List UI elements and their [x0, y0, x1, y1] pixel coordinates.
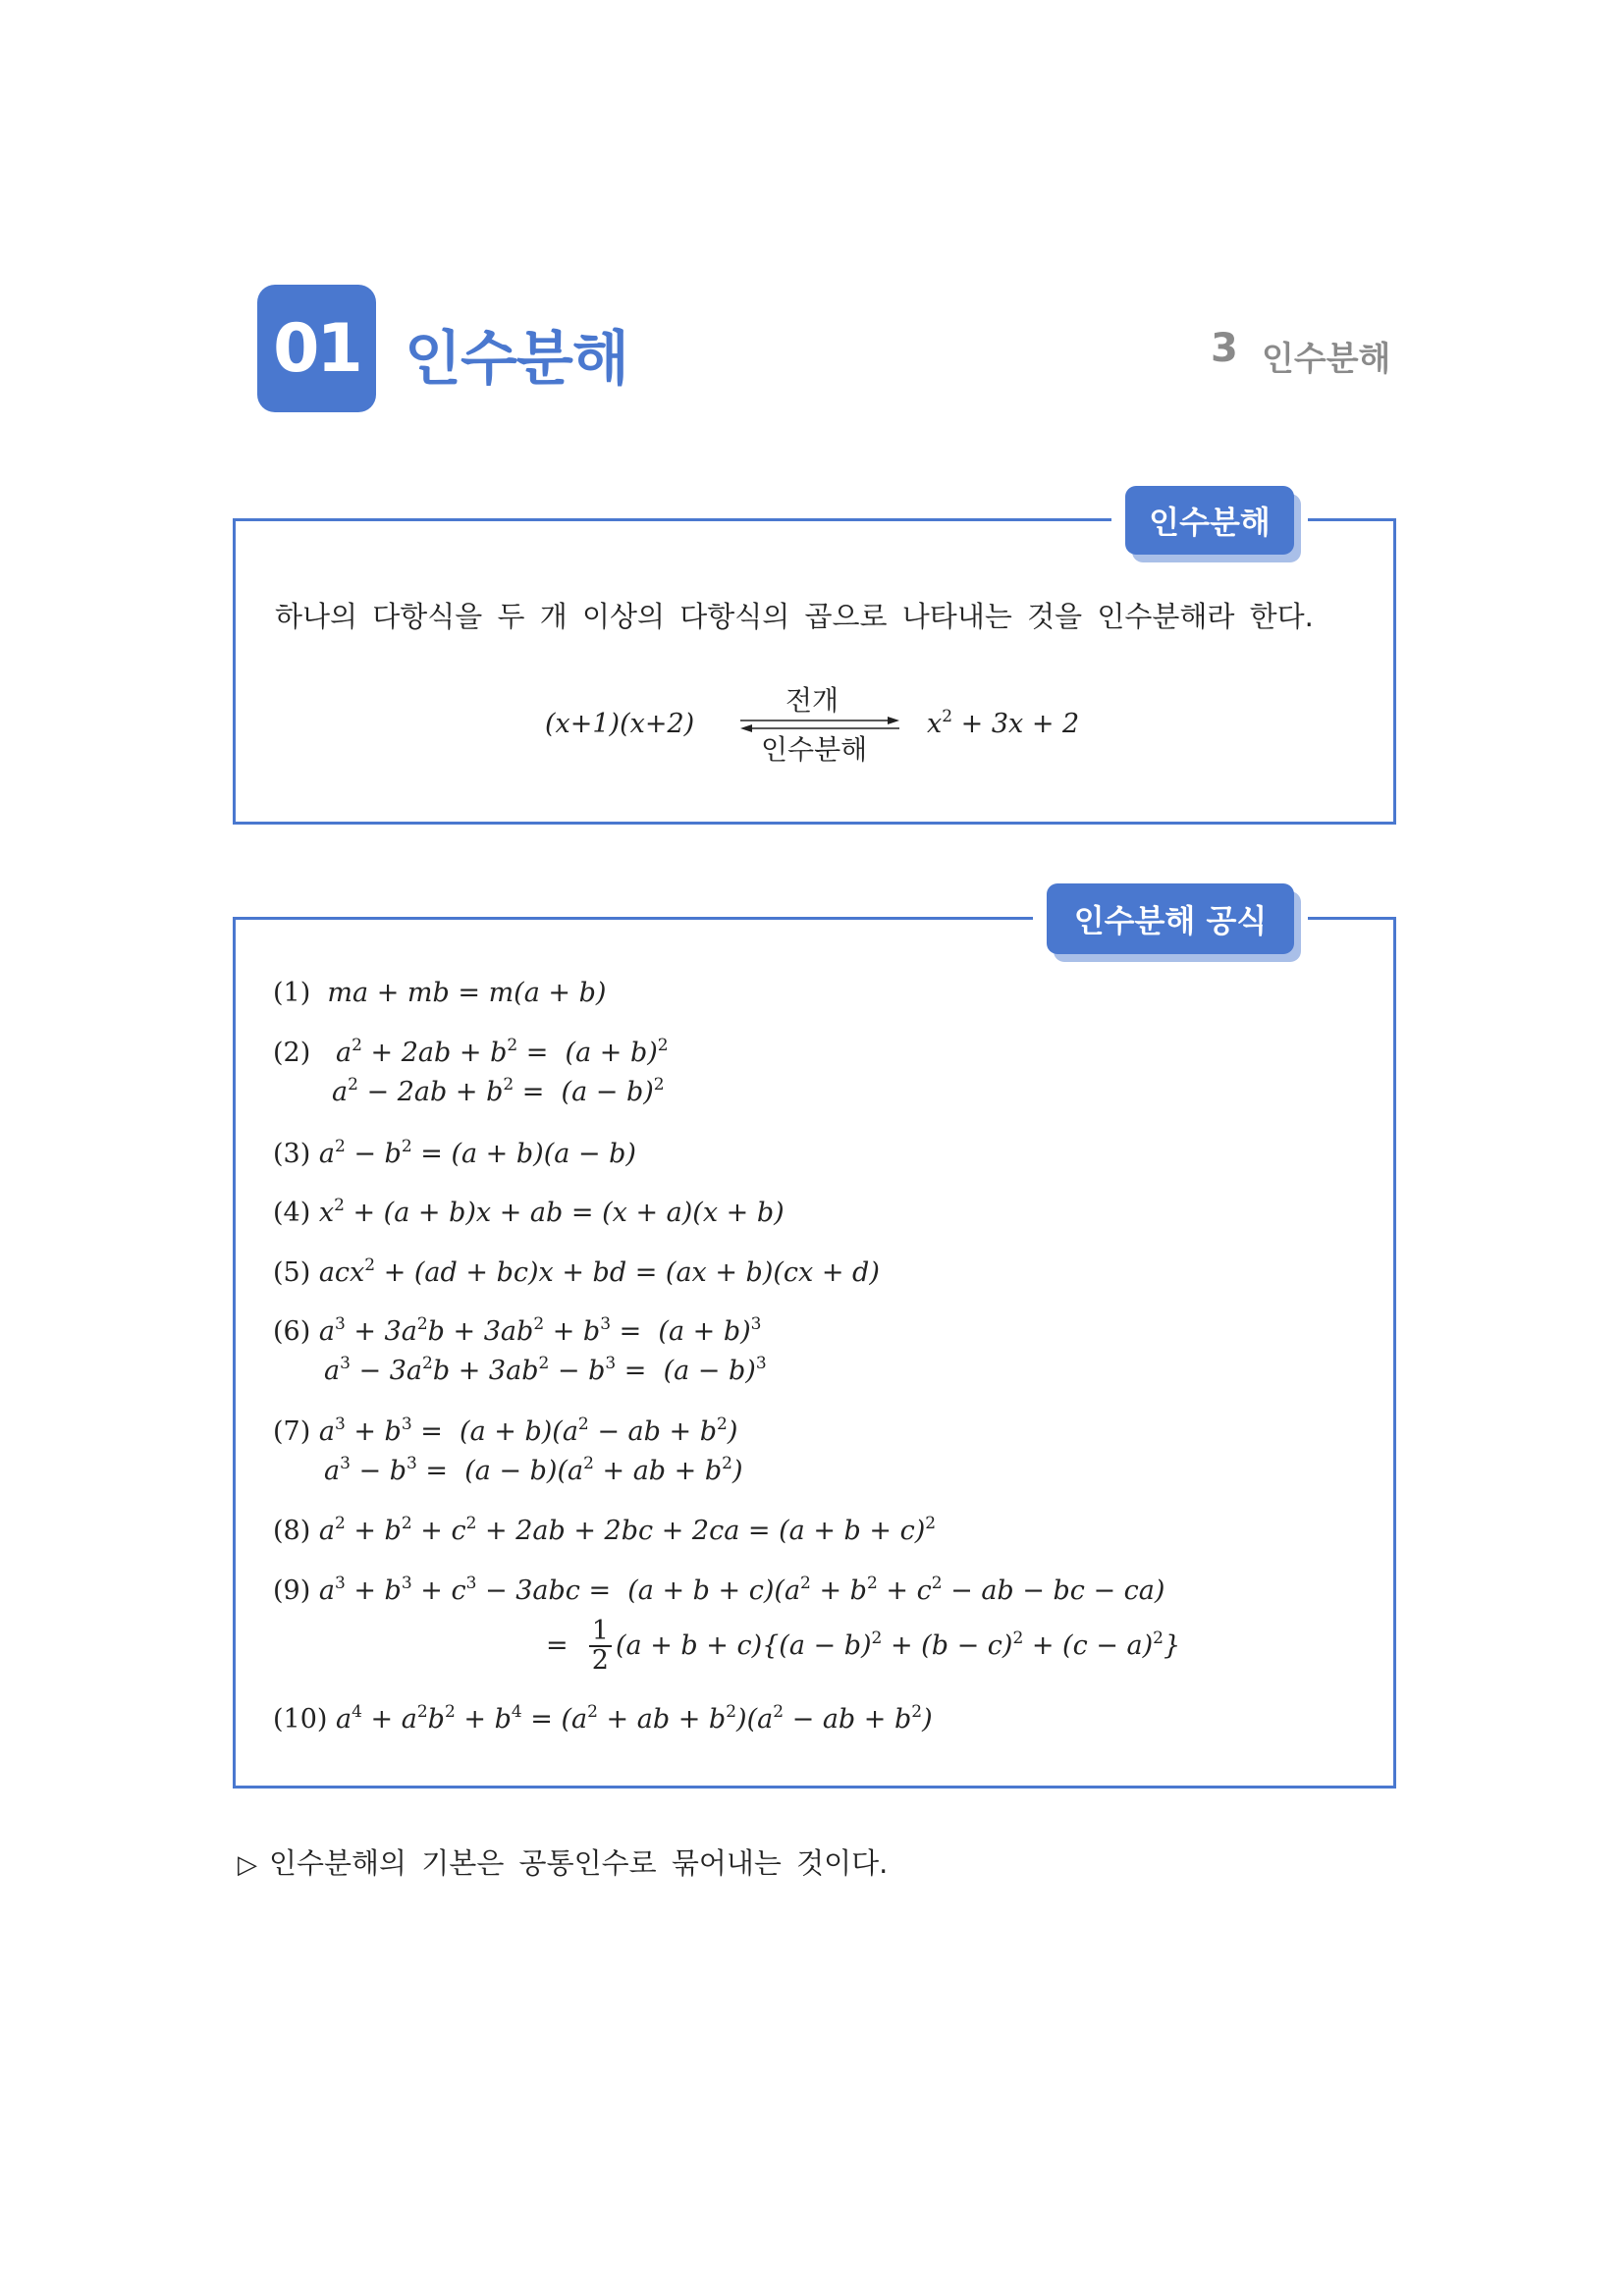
formula-6-line-2: $a^3 - 3a^2b + 3ab^2 - b^3 = (a - b)^3$ — [324, 1354, 767, 1386]
arrow-label-expand: 전개 — [785, 684, 839, 717]
formula-number: (9) — [273, 1575, 311, 1606]
formula-number: (1) — [273, 978, 311, 1008]
formula-number: (7) — [273, 1416, 311, 1447]
chapter-number-badge: 01 — [257, 285, 376, 412]
definition-box — [233, 518, 1396, 825]
formula-6: (6) $a^3 + 3a^2b + 3ab^2 + b^3 = (a + b)^3$ — [273, 1314, 762, 1347]
formula-tab — [1047, 883, 1294, 954]
note-text: 인수분해의 기본은 공통인수로 묶어내는 것이다. — [269, 1846, 889, 1880]
formula-2: (2) $a^2 + 2ab + b^2 = (a + b)^2$ — [273, 1036, 669, 1068]
formula-number: (10) — [273, 1704, 328, 1735]
formula-number: (4) — [273, 1198, 311, 1228]
definition-tab-label: 인수분해 — [1125, 486, 1294, 555]
running-header-title: 인수분해 — [1262, 340, 1391, 379]
formula-4: (4) $x^2 + (a + b)x$ + ab = (x + a)(x + b) — [273, 1196, 785, 1228]
triangle-right-outline-icon: ▷ — [238, 1850, 257, 1880]
formula-9: (9) $a^3 + b^3 + c^3 - 3abc = (a + b + c)(a^2 + b^2 + c^2$ − ab − bc − ca) — [273, 1574, 1165, 1606]
example-expanded-form: $x^2 + 3x + 2$ — [927, 707, 1080, 739]
fraction-one-half: $\frac{1}{2}$ — [589, 1618, 612, 1676]
formula-9-line-2: = $\frac{1}{2}$ $(a + b + c)\{(a - b)^2 + (b - c)^2 + (c - a)^2\}$ — [546, 1616, 1181, 1677]
formula-tab-label: 인수분해 공식 — [1047, 883, 1294, 954]
running-header-number: 3 — [1211, 326, 1238, 371]
formula-number: (3) — [273, 1139, 311, 1169]
chapter-title: 인수분해 — [405, 325, 628, 394]
arrow-label-factor: 인수분해 — [761, 733, 868, 766]
formula-number: (2) — [273, 1038, 311, 1068]
formula-3: (3) $a^2 - b^2 = (a + b)(a - b)$ — [273, 1137, 636, 1169]
formula-1: (1) ma + mb = m(a + b) — [273, 978, 607, 1008]
formula-7: (7) $a^3 + b^3 = (a + b)(a^2$ − ab + $b^2$) — [273, 1415, 738, 1447]
note — [238, 1842, 888, 1882]
formula-number: (8) — [273, 1516, 311, 1546]
formula-8: (8) $a^2 + b^2 + c^2 + 2ab + 2bc + 2ca = (a + b + c)^2$ — [273, 1514, 937, 1546]
formula-5: (5) acx$^2$ + (ad + bc)x + bd = (ax + b)(cx + d) — [273, 1255, 880, 1288]
formula-7-line-2: $a^3 - b^3 = (a - b)(a^2$ + ab + $b^2$) — [324, 1454, 743, 1486]
example-factored-form: (x+1)(x+2) — [545, 709, 695, 739]
formula-number: (5) — [273, 1257, 311, 1288]
formula-10: (10) $a^4 + a^2b^2 + b^4 = (a^2$ + ab + $b^2)(a^2$ − ab + $b^2$) — [273, 1702, 933, 1735]
formula-number: (6) — [273, 1316, 311, 1347]
definition-tab — [1125, 486, 1294, 555]
definition-text: 하나의 다항식을 두 개 이상의 다항식의 곱으로 나타내는 것을 인수분해라 한다. — [275, 600, 1314, 633]
formula-2-line-2: $a^2 - 2ab + b^2 = (a - b)^2$ — [332, 1075, 665, 1107]
